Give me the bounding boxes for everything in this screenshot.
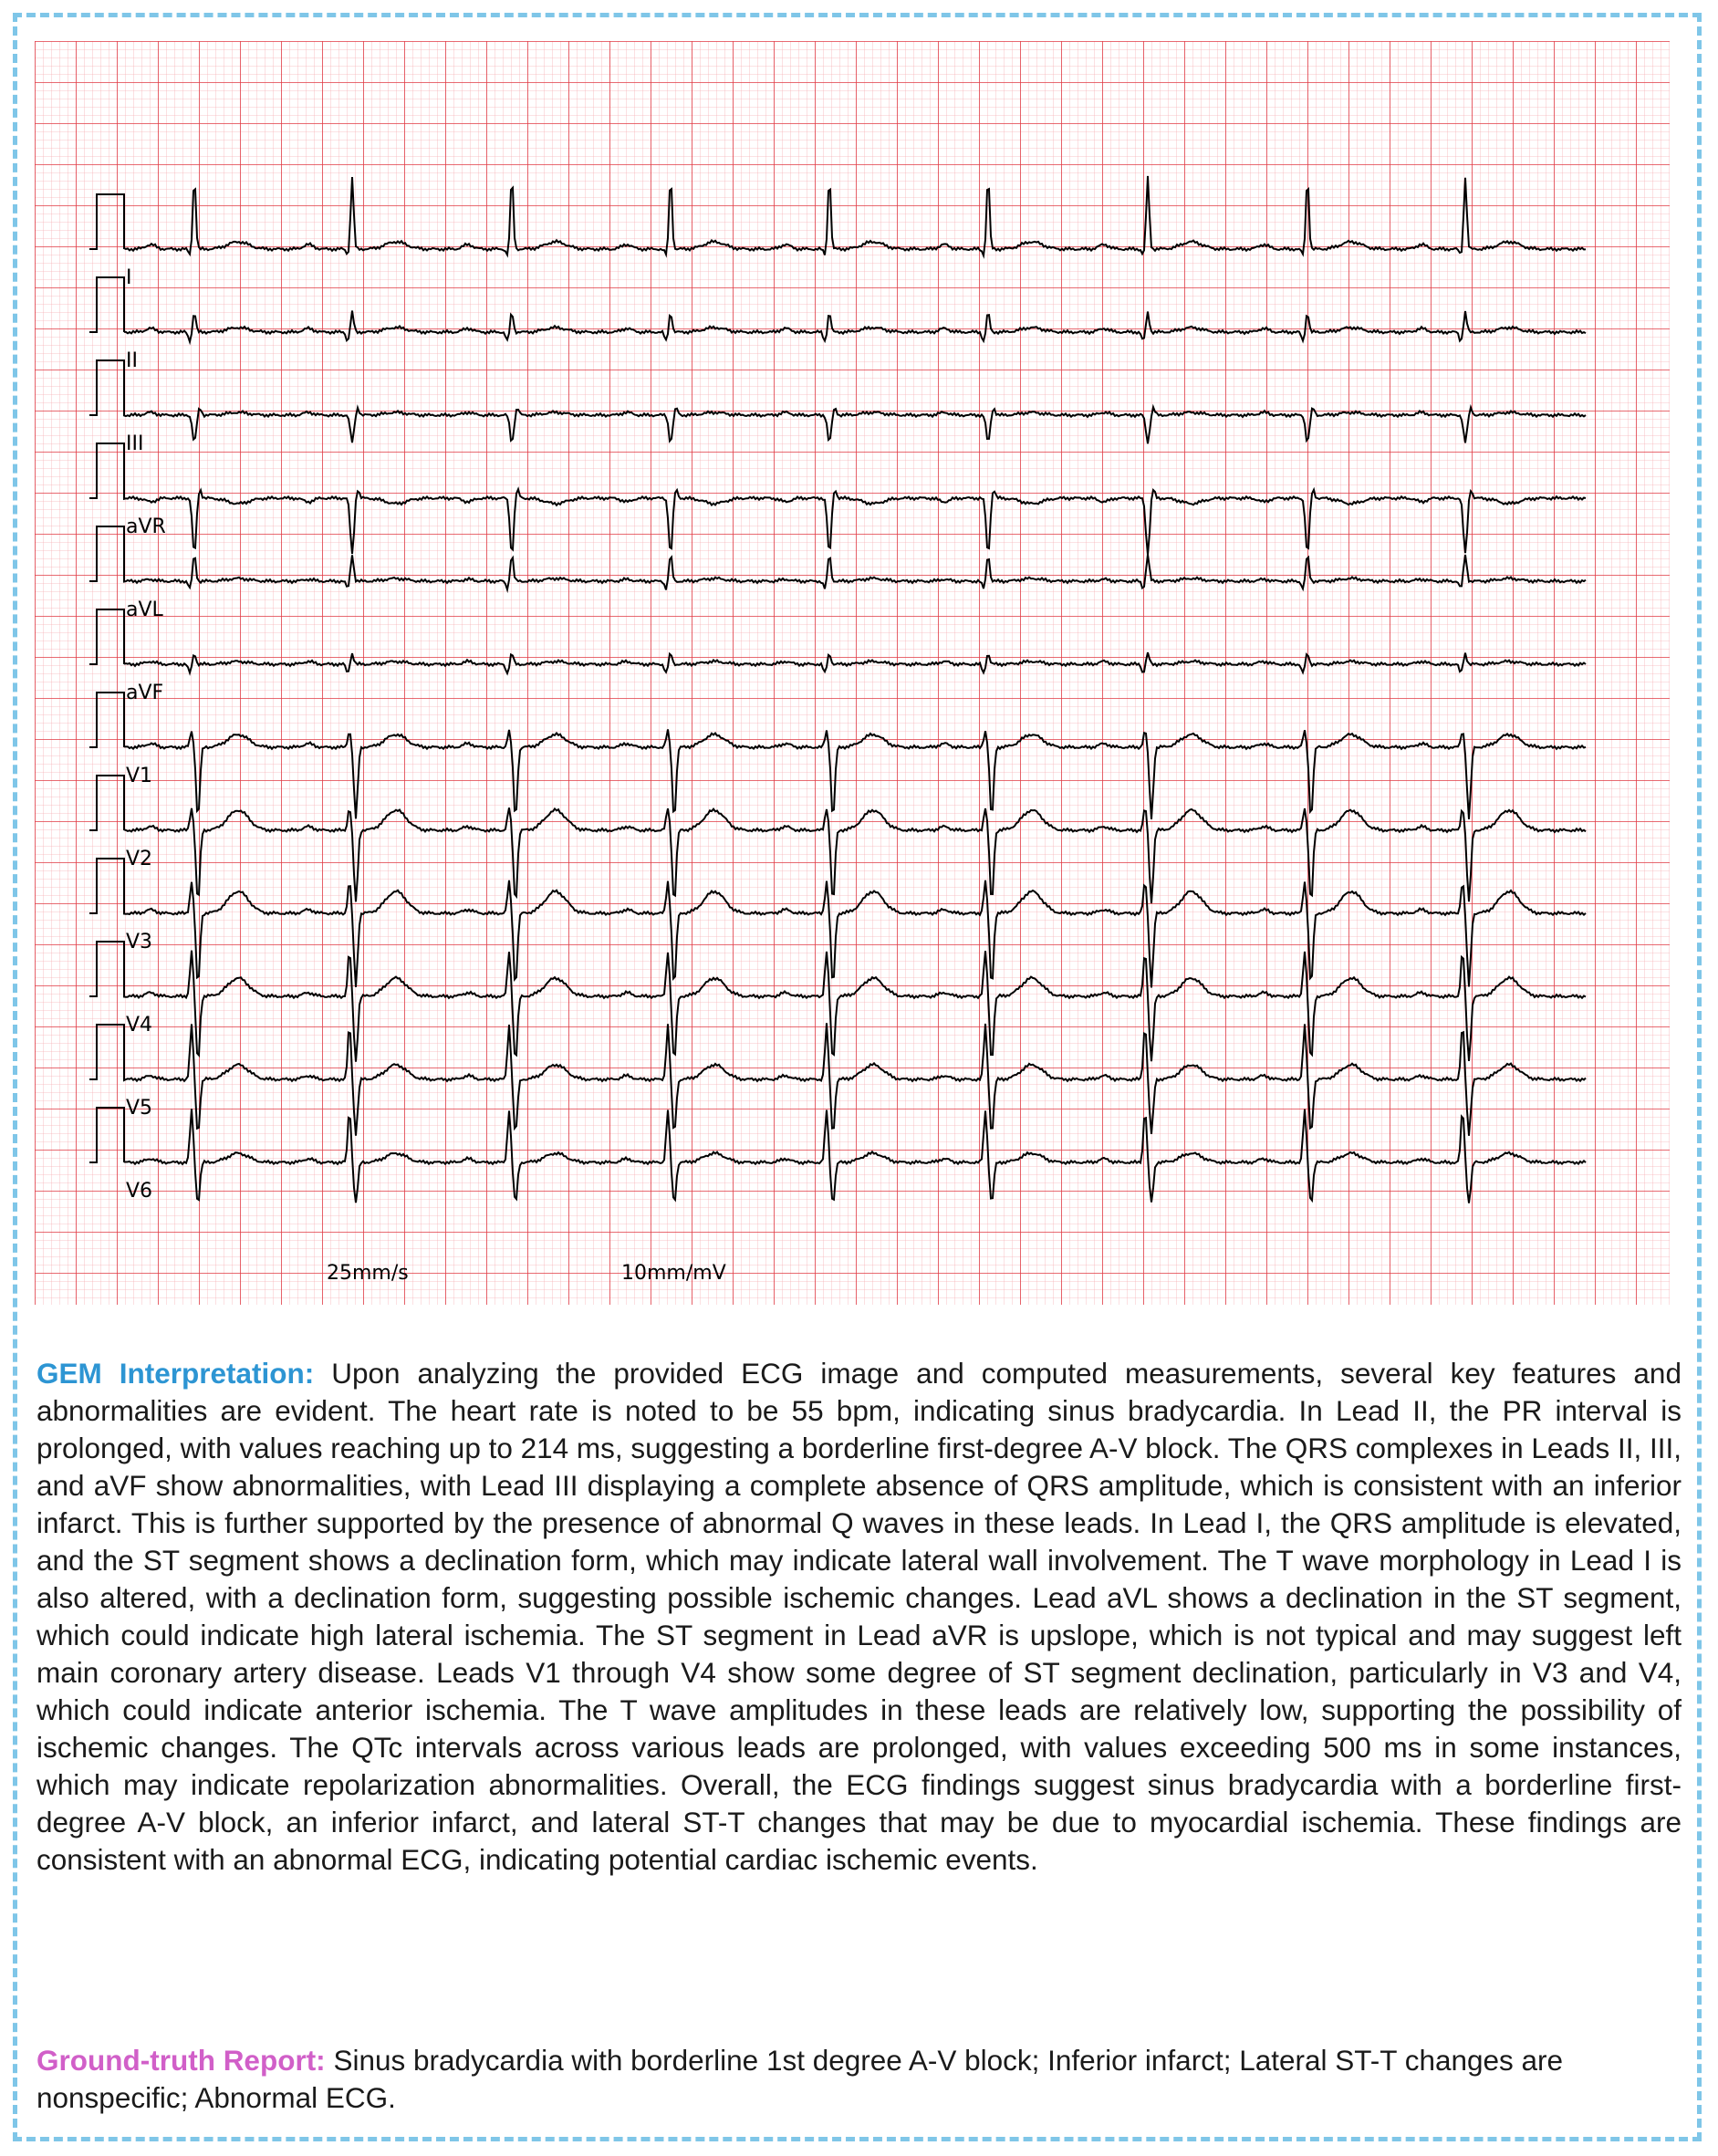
- gem-interpretation-text: Upon analyzing the provided ECG image and computed measurements, several key features and abnormalities are evident. The heart rate is noted to be 55 bpm, indicating sinus bradycardia. In Lead II, the PR interval is prolonged, with values reaching up to 214 ms, suggesting a borderline first-degree A-V block. The QRS complexes in Leads II, III, and aVF show abnormalities, with Lead III displaying a complete absence of QRS amplitude, which is consistent with an inferior infarct. This is further supported by the presence of abnormal Q waves in these leads. In Lead I, the QRS amplitude is elevated, and the ST segment shows a declination form, which may indicate lateral wall involvement. The T wave morphology in Lead I is also altered, with a declination form, suggesting possible ischemic changes. Lead aVL shows a declination in the ST segment, which could indicate high lateral ischemia. The ST segment in Lead aVR is upslope, which is not typical and may suggest left main coronary artery disease. Leads V1 through V4 show some degree of ST segment declination, particularly in V3 and V4, which could indicate anterior ischemia. The T wave amplitudes in these leads are relatively low, supporting the possibility of ischemic changes. The QTc intervals across various leads are prolonged, with values exceeding 500 ms in some instances, which may indicate repolarization abnormalities. Overall, the ECG findings suggest sinus bradycardia with a borderline first-degree A-V block, an inferior infarct, and lateral ST-T changes that may be due to myocardial ischemia. These findings are consistent with an abnormal ECG, indicating potential cardiac ischemic events.: [36, 1357, 1682, 1876]
- lead-label-v2: V2: [126, 848, 153, 870]
- gem-interpretation-heading: GEM Interpretation:: [36, 1357, 315, 1390]
- lead-label-iii: III: [126, 432, 144, 455]
- ecg-chart: [35, 41, 1670, 1305]
- gem-interpretation: [36, 1355, 1682, 1879]
- ground-truth-report: [36, 2042, 1682, 2117]
- lead-label-avf: aVF: [126, 682, 164, 704]
- lead-label-v6: V6: [126, 1180, 153, 1203]
- ecg-svg: [35, 41, 1670, 1305]
- lead-label-v4: V4: [126, 1014, 153, 1036]
- lead-label-avr: aVR: [126, 516, 166, 538]
- gain-label: 10mm/mV: [621, 1262, 726, 1285]
- lead-label-avl: aVL: [126, 599, 163, 621]
- lead-label-v3: V3: [126, 931, 153, 953]
- lead-label-i: I: [126, 266, 132, 289]
- paper-speed-label: 25mm/s: [327, 1262, 409, 1285]
- ground-truth-heading: Ground-truth Report:: [36, 2044, 326, 2077]
- lead-label-v1: V1: [126, 765, 153, 787]
- lead-label-v5: V5: [126, 1097, 153, 1120]
- ground-truth-text: Sinus bradycardia with borderline 1st degree A-V block; Inferior infarct; Lateral ST-T changes are nonspecific; Abnormal ECG.: [36, 2044, 1564, 2114]
- lead-label-ii: II: [126, 349, 138, 372]
- ecg-grid: [35, 41, 1670, 1305]
